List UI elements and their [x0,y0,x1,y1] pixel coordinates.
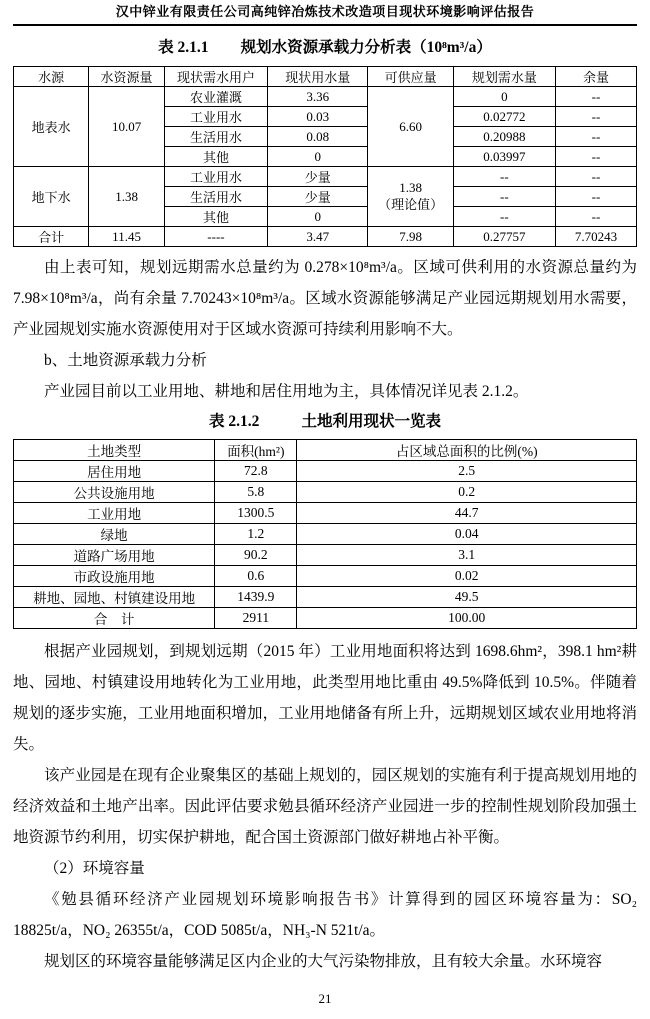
table2-caption-title: 土地利用现状一览表 [301,413,441,430]
table2-caption-label: 表 2.1.2 [209,413,260,430]
table-cell: 0.02 [297,566,637,587]
table-cell: 100.00 [297,608,637,629]
table-cell: 工业用地 [14,503,215,524]
table-row [14,545,637,566]
table-row [14,566,637,587]
table-cell: 0.03997 [453,147,555,167]
body-text-block-1 [13,252,637,407]
table-cell: 0 [268,207,368,227]
table-cell: 1.2 [215,524,297,545]
table-cell: 居住用地 [14,461,215,482]
table-cell: 2911 [215,608,297,629]
table1-caption [13,38,637,58]
table2-caption [13,411,637,432]
land-use-table [13,439,637,629]
table-row [14,167,637,187]
table-row [14,482,637,503]
column-header: 现状需水用户 [164,67,267,87]
table-row [14,524,637,545]
table-cell: 合 计 [14,608,215,629]
table-cell: 0.2 [297,482,637,503]
table-cell: 农业灌溉 [164,87,267,107]
paragraph-water-summary: 由上表可知，规划远期需水总量约为 0.278×10⁸m³/a。区域可供利用的水资源总量约为 7.98×10⁸m³/a，尚有余量 7.70243×10⁸m³/a。区域水资源能够满足产业园远期规划用水需要，产业园规划实施水资源使用对于区域水资源可持续利用影响不大。 [13,259,637,338]
table-cell [368,167,453,227]
heading-land-resource: b、土地资源承载力分析 [44,352,207,369]
paragraph-env-capacity-conclusion: 规划区的环境容量能够满足区内企业的大气污染物排放，且有较大余量。水环境容 [44,953,603,970]
body-text-block-2 [13,636,637,977]
table-cell: 生活用水 [164,127,267,147]
column-header: 现状用水量 [268,67,368,87]
table-cell: 少量 [268,167,368,187]
table-cell: 耕地、园地、村镇建设用地 [14,587,215,608]
table-cell: 72.8 [215,461,297,482]
table-cell: 0.04 [297,524,637,545]
column-header: 水资源量 [89,67,164,87]
water-resources-table [13,66,637,247]
table-cell: 其他 [164,207,267,227]
column-header: 规划需水量 [453,67,555,87]
table-cell: 10.07 [89,87,164,167]
table-cell: 0 [268,147,368,167]
table-cell: 生活用水 [164,187,267,207]
column-header: 面积(hm²) [215,440,297,461]
table1-caption-label: 表 2.1.1 [158,39,209,56]
table-cell: 44.7 [297,503,637,524]
table-cell: 市政设施用地 [14,566,215,587]
table-cell: 3.47 [268,227,368,247]
table-cell: 工业用水 [164,107,267,127]
table-cell: 1439.9 [215,587,297,608]
table-cell: -- [555,107,636,127]
table-cell: -- [453,187,555,207]
table-row [14,503,637,524]
table-total-row [14,227,637,247]
table-cell: -- [555,87,636,107]
table-cell: -- [453,207,555,227]
table-cell: 地表水 [14,87,89,167]
paragraph-land-plan: 根据产业园规划，到规划远期（2015 年）工业用地面积将达到 1698.6hm²，398.1 hm²耕地、园地、村镇建设用地转化为工业用地，此类型用地比重由 49.5%降低到 10.5%。伴随着规划的逐步实施，工业用地面积增加，工业用地储备有所上升，远期规划区域农业用地将消失。 [13,643,637,753]
table-cell: -- [555,167,636,187]
table-cell: 合计 [14,227,89,247]
table-row [14,461,637,482]
table1-caption-title: 规划水资源承载力分析表（10⁸m³/a） [240,39,492,56]
table-cell: -- [555,147,636,167]
supply-note: （理论值） [378,196,444,212]
table-cell: -- [555,127,636,147]
table-cell: 0.08 [268,127,368,147]
table-cell: 2.5 [297,461,637,482]
table-cell: 0.02772 [453,107,555,127]
table-cell: 1300.5 [215,503,297,524]
table-cell: 7.70243 [555,227,636,247]
report-header-title: 汉中锌业有限责任公司高纯锌冶炼技术改造项目现状环境影响评估报告 [13,4,637,26]
column-header: 土地类型 [14,440,215,461]
paragraph-land-benefit: 该产业园是在现有企业聚集区的基础上规划的，园区规划的实施有利于提高规划用地的经济效益和土地产出率。因此评估要求勉县循环经济产业园进一步的控制性规划阶段加强土地资源节约利用，切实保护耕地，配合国土资源部门做好耕地占补平衡。 [13,767,637,846]
table-cell: 0.27757 [453,227,555,247]
table-row [14,587,637,608]
column-header: 余量 [555,67,636,87]
table-cell: -- [453,167,555,187]
column-header: 占区域总面积的比例(%) [297,440,637,461]
table-cell: 0.20988 [453,127,555,147]
table-header-row [14,440,637,461]
table-cell: 0.03 [268,107,368,127]
table-cell: -- [555,207,636,227]
supply-value: 1.38 [399,180,422,196]
paragraph-env-capacity-values: 《勉县循环经济产业园规划环境影响报告书》计算得到的园区环境容量为：SO₂ 18825t/a，NO₂ 26355t/a，COD 5085t/a，NH₃-N 521t/a。 [13,891,637,939]
table-cell: 0.6 [215,566,297,587]
table-cell: 1.38 [89,167,164,227]
table-cell: ---- [164,227,267,247]
table-row [14,87,637,107]
heading-env-capacity: （2）环境容量 [44,860,145,877]
table-cell: 6.60 [368,87,453,167]
table-cell: 其他 [164,147,267,167]
table-cell: 49.5 [297,587,637,608]
table-cell: 3.36 [268,87,368,107]
table-cell: 道路广场用地 [14,545,215,566]
table-header-row [14,67,637,87]
table-cell: 5.8 [215,482,297,503]
table-cell: -- [555,187,636,207]
page-number: 21 [318,991,332,1006]
table-cell: 工业用水 [164,167,267,187]
table-cell: 公共设施用地 [14,482,215,503]
column-header: 可供应量 [368,67,453,87]
table-cell: 7.98 [368,227,453,247]
table-cell: 少量 [268,187,368,207]
table-cell: 绿地 [14,524,215,545]
table-total-row [14,608,637,629]
table-cell: 地下水 [14,167,89,227]
table-cell: 0 [453,87,555,107]
table-cell: 90.2 [215,545,297,566]
column-header: 水源 [14,67,89,87]
table-cell: 3.1 [297,545,637,566]
paragraph-land-intro: 产业园目前以工业用地、耕地和居住用地为主，具体情况详见表 2.1.2。 [44,383,529,400]
table-cell: 11.45 [89,227,164,247]
